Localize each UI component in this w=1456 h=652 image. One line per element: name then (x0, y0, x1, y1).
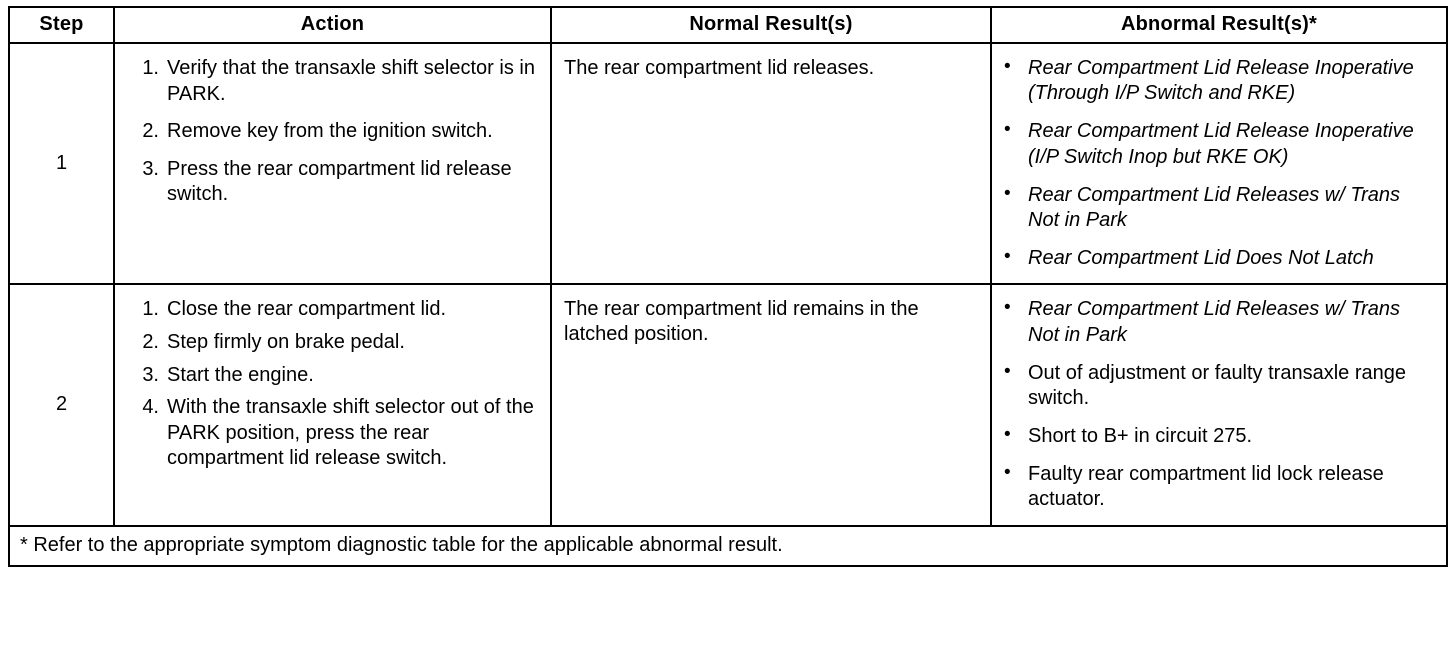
action-list (125, 297, 540, 472)
list-item-text: Verify that the transaxle shift selector is in PARK. (167, 57, 535, 105)
abnormal-result-cell (991, 284, 1447, 525)
step-number: 2 (9, 284, 114, 525)
table-header-row (9, 7, 1447, 43)
list-item-text: Faulty rear compartment lid lock release actuator. (1028, 463, 1384, 511)
table-row (9, 284, 1447, 525)
list-item (129, 157, 540, 208)
list-item (129, 297, 540, 323)
table-row (9, 43, 1447, 284)
list-item (129, 119, 540, 145)
list-item-text: Rear Compartment Lid Does Not Latch (1028, 247, 1374, 270)
step-number: 1 (9, 43, 114, 284)
list-item-number: 4. (142, 396, 159, 419)
list-item-text: Remove key from the ignition switch. (167, 120, 493, 143)
list-item-text: Rear Compartment Lid Release Inoperative (Through I/P Switch and RKE) (1028, 57, 1414, 105)
normal-result-cell: The rear compartment lid remains in the latched position. (551, 284, 991, 525)
bullet-icon: • (1004, 246, 1011, 268)
list-item (129, 395, 540, 472)
list-item-number: 3. (142, 363, 159, 386)
action-cell (114, 284, 551, 525)
list-item-text: Rear Compartment Lid Releases w/ Trans Not in Park (1028, 298, 1400, 346)
bullet-icon: • (1004, 360, 1011, 382)
list-item (1002, 297, 1436, 347)
column-header-normal-result: Normal Result(s) (551, 7, 991, 43)
bullet-icon: • (1004, 182, 1011, 204)
action-cell (114, 43, 551, 284)
action-list (125, 56, 540, 208)
list-item-text: Out of adjustment or faulty transaxle range switch. (1028, 361, 1406, 409)
list-item-text: Press the rear compartment lid release switch. (167, 157, 512, 206)
column-header-abnormal-result: Abnormal Result(s)* (991, 7, 1447, 43)
abnormal-result-list (1002, 56, 1436, 271)
list-item (129, 363, 540, 389)
list-item-number: 1. (142, 298, 159, 321)
list-item-text: Rear Compartment Lid Release Inoperative (I/P Switch Inop but RKE OK) (1028, 120, 1414, 168)
bullet-icon: • (1004, 119, 1011, 141)
abnormal-result-cell (991, 43, 1447, 284)
list-item-text: Rear Compartment Lid Releases w/ Trans Not in Park (1028, 183, 1400, 231)
normal-result-cell: The rear compartment lid releases. (551, 43, 991, 284)
column-header-action: Action (114, 7, 551, 43)
list-item-number: 2. (142, 120, 159, 143)
list-item-number: 1. (142, 57, 159, 79)
abnormal-result-list (1002, 297, 1436, 512)
list-item-number: 2. (142, 330, 159, 353)
list-item-text: Start the engine. (167, 363, 314, 386)
list-item-text: With the transaxle shift selector out of the PARK position, press the rear compartment lid release switch. (167, 396, 534, 470)
column-header-step: Step (9, 7, 114, 43)
list-item (129, 330, 540, 356)
list-item-text: Close the rear compartment lid. (167, 298, 447, 321)
list-item (1002, 183, 1436, 233)
list-item (1002, 462, 1436, 512)
bullet-icon: • (1004, 56, 1011, 77)
list-item-number: 3. (142, 157, 159, 180)
list-item-text: Step firmly on brake pedal. (167, 330, 405, 353)
bullet-icon: • (1004, 297, 1011, 319)
footnote-text: * Refer to the appropriate symptom diagnostic table for the applicable abnormal result. (9, 526, 1447, 566)
table-footnote-row (9, 526, 1447, 566)
list-item (1002, 119, 1436, 169)
bullet-icon: • (1004, 462, 1011, 484)
list-item (1002, 56, 1436, 106)
bullet-icon: • (1004, 424, 1011, 446)
list-item (129, 56, 540, 107)
diagnostic-table (8, 6, 1448, 567)
list-item (1002, 424, 1436, 449)
list-item (1002, 246, 1436, 271)
list-item (1002, 361, 1436, 411)
list-item-text: Short to B+ in circuit 275. (1028, 425, 1253, 448)
